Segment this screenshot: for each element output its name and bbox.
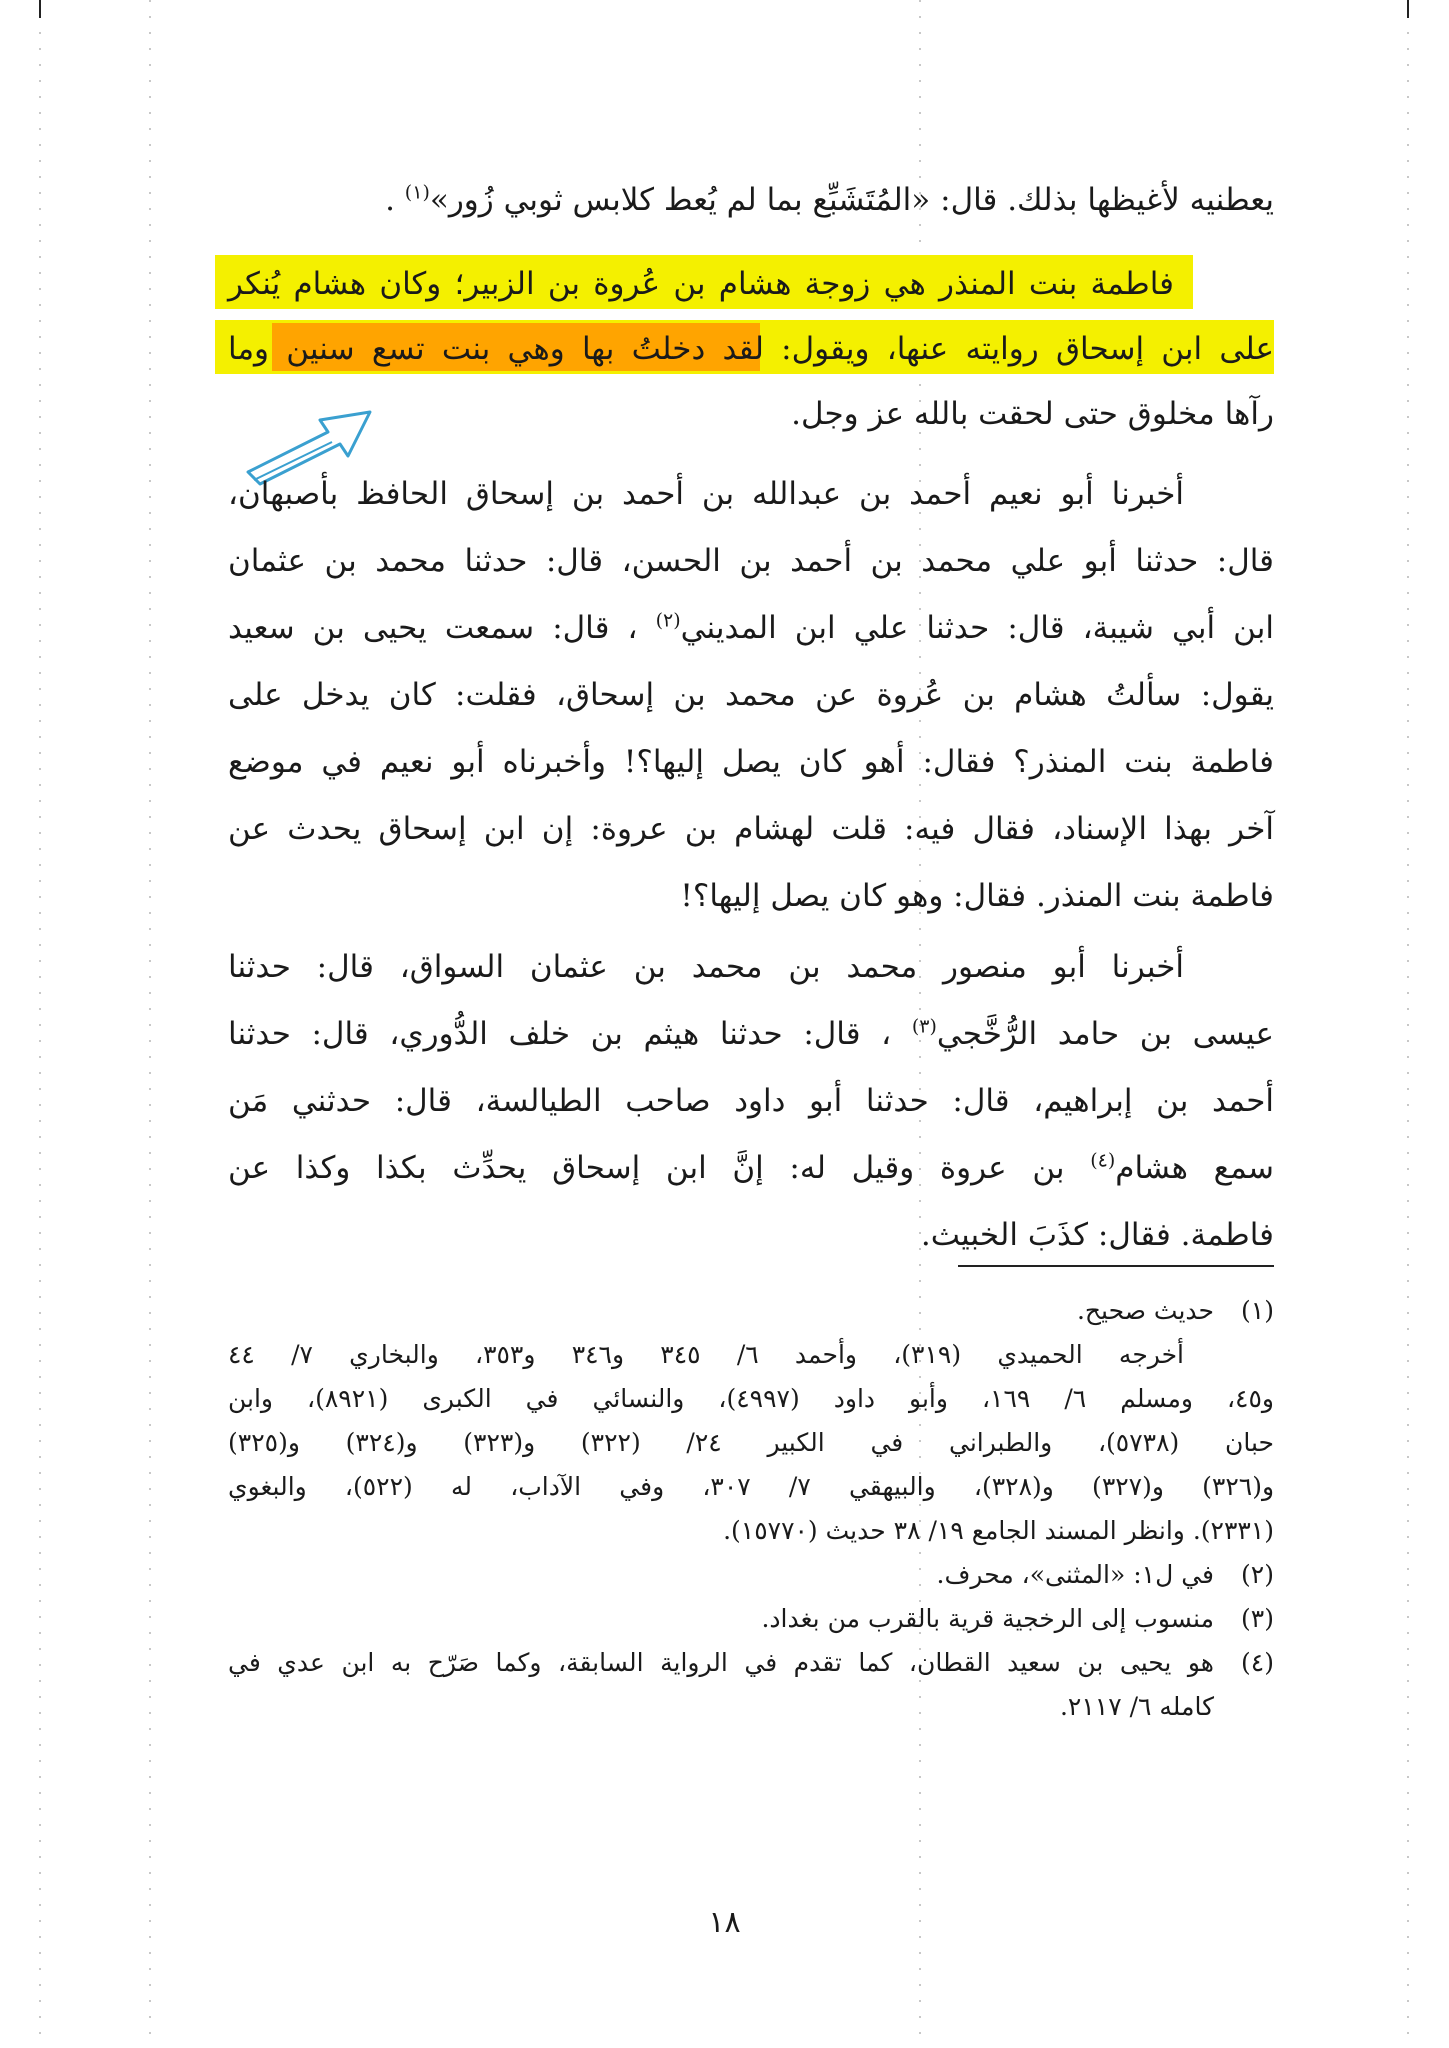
text-run: رآها مخلوق حتى لحقت بالله عز وجل. — [791, 396, 1274, 432]
footnote-text: و٤٥، ومسلم ٦/ ١٦٩، وأبو داود (٤٩٩٧)، والنسائي في الكبرى (٨٩٢١)، وابن — [228, 1384, 1274, 1413]
text-line — [228, 874, 1274, 918]
text-line — [228, 1012, 1274, 1056]
text-run: ، قال: سمعت يحيى بن سعيد — [228, 610, 638, 646]
footnote-number: (٢) — [1241, 1560, 1274, 1589]
footnote-text: حديث صحيح. — [1076, 1296, 1214, 1325]
text-run: آخر بهذا الإسناد، فقال فيه: قلت لهشام بن عروة: إن ابن إسحاق يحدث عن — [228, 811, 1274, 847]
footnote-1 — [228, 1293, 1274, 1329]
footnote-divider — [958, 1265, 1274, 1267]
text-run: وما — [228, 331, 270, 367]
text-line — [228, 1079, 1274, 1123]
text-run: يقول: سألتُ هشام بن عُروة عن محمد بن إسحاق، فقلت: كان يدخل على — [228, 677, 1274, 713]
text-run: عيسى بن حامد الرُّخَّجي — [936, 1016, 1275, 1052]
text-run: قال: حدثنا أبو علي محمد بن أحمد بن الحسن، قال: حدثنا محمد بن عثمان — [228, 543, 1274, 579]
text-run: سمع هشام — [1115, 1150, 1274, 1186]
footnote-text: منسوب إلى الرخجية قرية بالقرب من بغداد. — [761, 1604, 1214, 1633]
footnote-text: (٢٣٣١). وانظر المسند الجامع ١٩/ ٣٨ حديث (١٥٧٧٠). — [723, 1516, 1274, 1545]
text-run: بن عروة وقيل له: إنَّ ابن إسحاق يحدِّث بكذا وكذا عن — [228, 1150, 1065, 1186]
text-run: ، قال: حدثنا هيثم بن خلف الدُّوري، قال: حدثنا — [228, 1016, 892, 1052]
footnote-text: هو يحيى بن سعيد القطان، كما تقدم في الرواية السابقة، وكما صَرّح به ابن عدي في — [228, 1648, 1214, 1677]
text-run: أحمد بن إبراهيم، قال: حدثنا أبو داود صاحب الطيالسة، قال: حدثني مَن — [228, 1083, 1274, 1119]
page-number: ١٨ — [708, 1905, 741, 1940]
text-line — [228, 262, 1174, 306]
text-run: يعطنيه لأغيظها بذلك. قال: «المُتَشَبِّع بما لم يُعط كلابس ثوبي زُور» — [429, 182, 1274, 218]
footnote-number: (٤) — [1241, 1648, 1274, 1677]
footnote-line — [228, 1337, 1184, 1373]
footnote-text: و(٣٢٦) و(٣٢٧) و(٣٢٨)، والبيهقي ٧/ ٣٠٧، وفي الآداب، له (٥٢٢)، والبغوي — [228, 1472, 1275, 1501]
footnote-line — [228, 1469, 1274, 1505]
text-line — [228, 807, 1274, 851]
footnote-ref[interactable]: (٣) — [911, 1015, 937, 1038]
footnote-number: (١) — [1241, 1296, 1274, 1325]
footnote-line — [228, 1381, 1274, 1417]
footnote-3 — [228, 1601, 1274, 1637]
text-run: ابن أبي شيبة، قال: حدثنا علي ابن المديني — [680, 610, 1274, 646]
text-line — [228, 392, 1274, 436]
text-line — [228, 472, 1184, 516]
text-line — [228, 673, 1274, 717]
text-run: أخبرنا أبو نعيم أحمد بن عبدالله بن أحمد بن إسحاق الحافظ بأصبهان، — [228, 476, 1184, 512]
footnote-text: حبان (٥٧٣٨)، والطبراني في الكبير ٢٤/ (٣٢٢) و(٣٢٣) و(٣٢٤) و(٣٢٥) — [228, 1428, 1274, 1457]
footnote-4 — [228, 1645, 1274, 1681]
text-line — [228, 1146, 1274, 1190]
footnote-line — [228, 1689, 1214, 1725]
text-line — [228, 178, 1274, 222]
highlighted-orange-text: : لقد دخلتُ بها وهي بنت تسع سنين — [286, 331, 792, 367]
text-line — [228, 539, 1274, 583]
text-run: فاطمة بنت المنذر؟ فقال: أهو كان يصل إليها؟! وأخبرناه أبو نعيم في موضع — [228, 744, 1274, 780]
footnote-ref[interactable]: (٤) — [1090, 1149, 1116, 1172]
text-line — [228, 606, 1274, 650]
footnote-number: (٣) — [1241, 1604, 1274, 1633]
footnote-2 — [228, 1557, 1274, 1593]
text-run: . — [385, 182, 395, 218]
footnote-ref[interactable]: (١) — [404, 181, 430, 204]
footnote-text: في ل١: «المثنى»، محرف. — [936, 1560, 1214, 1589]
text-line — [228, 740, 1274, 784]
footnote-text: كامله ٦/ ٢١١٧. — [1059, 1692, 1214, 1721]
text-line — [228, 945, 1184, 989]
text-line — [228, 327, 1274, 371]
text-line — [228, 1213, 1274, 1257]
text-run: فاطمة. فقال: كذَبَ الخبيث. — [920, 1217, 1274, 1253]
text-run: أخبرنا أبو منصور محمد بن محمد بن عثمان السواق، قال: حدثنا — [228, 949, 1184, 985]
footnote-line — [228, 1513, 1274, 1549]
highlighted-text: فاطمة بنت المنذر هي زوجة هشام بن عُروة بن الزبير؛ وكان هشام يُنكر — [228, 266, 1174, 302]
text-run: فاطمة بنت المنذر. فقال: وهو كان يصل إليها؟! — [680, 878, 1274, 914]
footnote-line — [228, 1425, 1274, 1461]
footnote-ref[interactable]: (٢) — [655, 609, 681, 632]
highlighted-text: على ابن إسحاق روايته عنها، ويقول — [791, 331, 1275, 367]
footnote-text: أخرجه الحميدي (٣١٩)، وأحمد ٦/ ٣٤٥ و٣٤٦ و٣٥٣، والبخاري ٧/ ٤٤ — [228, 1340, 1184, 1369]
